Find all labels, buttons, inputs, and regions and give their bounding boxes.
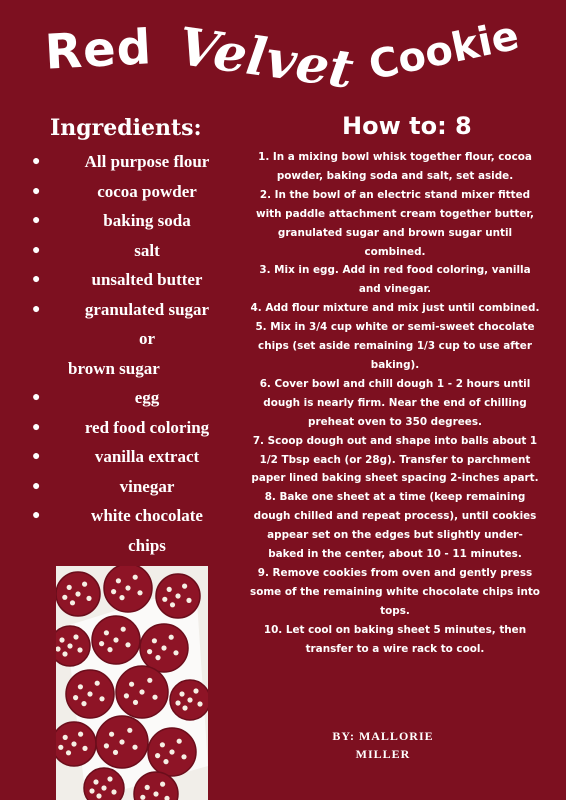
bullet-icon: ● [32, 213, 41, 228]
instruction-step: 4. Add flour mixture and mix just until combined. [250, 302, 540, 315]
chip-shape [125, 642, 130, 647]
chip-shape [193, 688, 198, 693]
chip-shape [101, 785, 106, 790]
ingredient-item: brown sugar [68, 358, 160, 378]
chip-shape [113, 637, 118, 642]
chip-shape [163, 759, 168, 764]
chip-shape [175, 700, 180, 705]
title-word-velvet: Velvet [174, 16, 358, 101]
ingredient-item: ● granulated sugar [30, 295, 230, 325]
chip-shape [187, 697, 192, 702]
chip-shape [58, 745, 63, 750]
chip-shape [62, 651, 67, 656]
instruction-step: 7. Scoop dough out and shape into balls about 1 1/2 Tbsp each (or 28g). Transfer to parchment paper lined baking sheet spacing 2-inches apart. [251, 434, 539, 485]
bullet-icon: ● [32, 272, 41, 287]
chip-shape [96, 793, 101, 798]
chip-shape [66, 750, 71, 755]
howto-heading: How to: 8 [342, 112, 472, 140]
chip-shape [132, 745, 137, 750]
chip-shape [137, 590, 142, 595]
chip-shape [181, 754, 186, 759]
bullet-icon: ● [32, 508, 41, 523]
chip-shape [73, 634, 78, 639]
ingredient-item: ● white chocolate [30, 501, 230, 531]
chip-shape [93, 779, 98, 784]
chip-shape [124, 693, 129, 698]
ingredient-item: ● red food coloring [30, 413, 230, 443]
chip-shape [182, 705, 187, 710]
chip-shape [179, 691, 184, 696]
chip-shape [104, 630, 109, 635]
bullet-icon: ● [32, 301, 41, 317]
ingredient-item: ● egg [30, 383, 230, 413]
chip-shape [127, 728, 132, 733]
chip-shape [147, 678, 152, 683]
chip-shape [67, 643, 72, 648]
chip-shape [113, 750, 118, 755]
chip-shape [87, 691, 92, 696]
ingredient-item: or [138, 329, 156, 348]
ingredient-item: ● All purpose flour [30, 147, 230, 177]
ingredients-heading: Ingredients: [50, 115, 202, 141]
ingredients-list [30, 147, 230, 560]
chip-shape [160, 782, 165, 787]
chip-shape [71, 741, 76, 746]
chip-shape [160, 742, 165, 747]
chip-shape [152, 695, 157, 700]
chip-shape [169, 635, 174, 640]
chip-shape [155, 753, 160, 758]
instruction-step: 3. Mix in egg. Add in red food coloring, vanilla and vinegar. [259, 264, 531, 296]
author-byline [318, 727, 448, 763]
title-word-cookie: Cookie [364, 12, 523, 90]
chip-shape [197, 701, 202, 706]
bullet-icon: ● [32, 449, 41, 464]
instruction-step: 6. Cover bowl and chill dough 1 - 2 hours until dough is nearly firm. Near the end of chilling preheat oven to 350 degrees. [259, 377, 531, 428]
cookies-photo [56, 566, 208, 800]
chip-shape [147, 649, 152, 654]
chip-shape [177, 739, 182, 744]
chip-shape [81, 701, 86, 706]
chip-shape [109, 732, 114, 737]
chip-shape [140, 795, 145, 800]
chip-shape [111, 589, 116, 594]
chip-shape [125, 585, 130, 590]
chip-shape [59, 637, 64, 642]
bullet-icon: ● [32, 183, 41, 199]
chip-shape [182, 584, 187, 589]
chip-shape [162, 597, 167, 602]
chip-shape [119, 739, 124, 744]
chip-shape [63, 735, 68, 740]
ingredient-item: ● baking soda [30, 206, 230, 236]
ingredient-item: chips [128, 535, 166, 555]
chip-shape [153, 791, 158, 796]
instruction-step: 9. Remove cookies from oven and gently press some of the remaining white chocolate chips into tops. [250, 566, 540, 617]
instruction-step: 2. In the bowl of an electric stand mixer fitted with paddle attachment cream together butter, granulated sugar and brown sugar until combined. [256, 188, 534, 258]
instruction-steps [250, 148, 540, 658]
bullet-icon: ● [32, 478, 41, 494]
bullet-icon: ● [32, 390, 41, 405]
chip-shape [111, 789, 116, 794]
chip-shape [95, 681, 100, 686]
chip-shape [186, 598, 191, 603]
ingredient-item: ● vanilla extract [30, 442, 230, 472]
chip-shape [62, 595, 67, 600]
byline-line-2: MILLER [355, 747, 411, 761]
chip-shape [89, 788, 94, 793]
chip-shape [133, 700, 138, 705]
chip-shape [161, 645, 166, 650]
chip-shape [145, 785, 150, 790]
byline-line-1: BY: MALLORIE [332, 729, 434, 743]
chip-shape [73, 695, 78, 700]
bullet-icon: ● [32, 419, 41, 435]
chip-shape [78, 732, 83, 737]
chip-shape [116, 578, 121, 583]
chip-shape [119, 595, 124, 600]
chip-shape [75, 591, 80, 596]
instruction-step: 5. Mix in 3/4 cup white or semi-sweet chocolate chips (set aside remaining 1/3 cup to use after baking). [255, 321, 535, 371]
chip-shape [104, 743, 109, 748]
chip-shape [82, 582, 87, 587]
chip-shape [175, 593, 180, 598]
chip-shape [78, 684, 83, 689]
chip-shape [155, 655, 160, 660]
bullet-icon: ● [32, 154, 41, 169]
ingredient-item: ● unsalted butter [30, 265, 230, 295]
chip-shape [107, 776, 112, 781]
ingredient-item: ● salt [30, 236, 230, 266]
chip-shape [133, 575, 138, 580]
chip-shape [99, 696, 104, 701]
instruction-step: 8. Bake one sheet at a time (keep remaining dough chilled and repeat process), until cookies appear set on the edges but slightly under-baked in the center, about 10 - 11 minutes. [253, 491, 537, 561]
chip-shape [82, 746, 87, 751]
cookie-shape [84, 768, 124, 800]
chip-shape [170, 602, 175, 607]
cookie-shape [56, 626, 90, 666]
ingredient-item: ● vinegar [30, 472, 230, 502]
cookies-illustration [56, 566, 208, 800]
chip-shape [167, 587, 172, 592]
chip-shape [99, 641, 104, 646]
bullet-icon: ● [32, 242, 41, 258]
chip-shape [121, 627, 126, 632]
chip-shape [173, 650, 178, 655]
chip-shape [86, 596, 91, 601]
chip-shape [70, 600, 75, 605]
instruction-step: 1. In a mixing bowl whisk together flour, cocoa powder, baking soda and salt, set aside. [258, 151, 532, 182]
chip-shape [129, 682, 134, 687]
instruction-step: 10. Let cool on baking sheet 5 minutes, then transfer to a wire rack to cool. [263, 623, 527, 655]
chip-shape [152, 638, 157, 643]
chip-shape [107, 647, 112, 652]
ingredient-item: ● cocoa powder [30, 177, 230, 207]
chip-shape [67, 585, 72, 590]
chip-shape [139, 689, 144, 694]
chip-shape [77, 647, 82, 652]
chip-shape [169, 749, 174, 754]
title-word-red: Red [43, 19, 154, 81]
